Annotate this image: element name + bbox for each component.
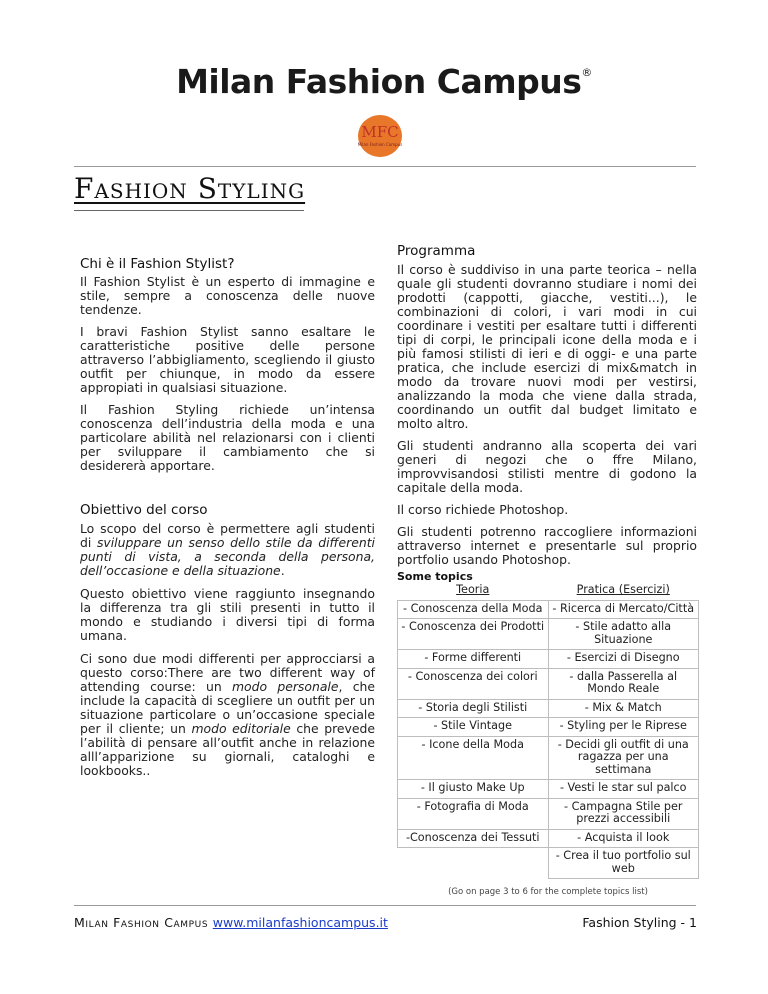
logo-subtext: Milan Fashion Campus bbox=[357, 142, 403, 147]
topics-header-row bbox=[398, 584, 699, 600]
topics-title: Some topics bbox=[397, 570, 473, 583]
chi-heading: Chi è il Fashion Stylist? bbox=[80, 256, 235, 272]
brand-title bbox=[0, 62, 768, 101]
topic-pratica-cell: - Campagna Stile per prezzi accessibili bbox=[548, 798, 699, 829]
footer-brand: Milan Fashion Campus bbox=[74, 915, 213, 930]
logo-text: MFC bbox=[361, 123, 399, 141]
topic-teoria-cell: - Conoscenza dei Prodotti bbox=[398, 619, 549, 650]
topic-teoria-cell: - Forme differenti bbox=[398, 650, 549, 669]
topic-teoria-cell: - Stile Vintage bbox=[398, 718, 549, 737]
topics-note: (Go on page 3 to 6 for the complete topics list) bbox=[448, 887, 648, 897]
topic-teoria-cell: - Storia degli Stilisti bbox=[398, 699, 549, 718]
obiettivo-p3-b: modo personale bbox=[231, 679, 339, 694]
table-row bbox=[398, 600, 699, 619]
footer-left bbox=[74, 915, 388, 930]
header-divider bbox=[74, 166, 696, 167]
topic-pratica-cell: - Esercizi di Disegno bbox=[548, 650, 699, 669]
obiettivo-paragraph-3 bbox=[80, 652, 375, 778]
topic-pratica-cell: - Stile adatto alla Situazione bbox=[548, 619, 699, 650]
programma-paragraph-1: Il corso è suddiviso in una parte teorica – nella quale gli studenti dovranno studiare i nomi dei prodotti (cappotti, giacche, vestiti...), le combinazioni di colori, i vari modi in cui coordinare i vestiti per esaltare tutti i differenti tipi di corpi, le principali icone della moda e i più famosi stilisti di ieri e di oggi- e una parte pratica, che include esercizi di mix&match in modo da trovare nuovi modi per vestirsi, analizzando la moda che viene dalla strada, coordinando un outfit dal budget limitato e molto altro. bbox=[397, 262, 697, 431]
title-underline-rule bbox=[74, 210, 304, 211]
obiettivo-p3-c: , che include la capacità di scegliere un outfit per un situazione particolare o un’occasione speciale per il cliente; un bbox=[80, 679, 375, 736]
topic-teoria-cell bbox=[398, 848, 549, 879]
footer-page-label: Fashion Styling - 1 bbox=[582, 915, 697, 930]
topic-pratica-cell: - Crea il tuo portfolio sul web bbox=[548, 848, 699, 879]
table-row bbox=[398, 736, 699, 780]
obiettivo-paragraph-2: Questo obiettivo viene raggiunto insegnando la differenza tra gli stili presenti in tutto il mondo e studiando i diversi tipi di forma umana. bbox=[80, 586, 375, 643]
topic-teoria-cell: - Fotografia di Moda bbox=[398, 798, 549, 829]
topic-pratica-cell: - Vesti le star sul palco bbox=[548, 780, 699, 799]
topic-teoria-cell: - Icone della Moda bbox=[398, 736, 549, 780]
topics-col-pratica: Pratica (Esercizi) bbox=[576, 583, 670, 596]
obiettivo-p3-e: che prevede l’abilità di pensare all’outfit anche in relazione alll’apparizione su giornali, cataloghi e lookbooks.. bbox=[80, 721, 375, 778]
topic-pratica-cell: - Acquista il look bbox=[548, 829, 699, 848]
chi-section bbox=[80, 275, 375, 473]
obiettivo-heading: Obiettivo del corso bbox=[80, 502, 208, 518]
table-row bbox=[398, 780, 699, 799]
chi-paragraph-1: Il Fashion Stylist è un esperto di immagine e stile, sempre a conoscenza delle nuove tendenze. bbox=[80, 274, 375, 317]
table-row bbox=[398, 699, 699, 718]
mfc-logo bbox=[345, 110, 415, 160]
table-row bbox=[398, 650, 699, 669]
topic-teoria-cell: - Conoscenza della Moda bbox=[398, 600, 549, 619]
topic-pratica-cell: - Ricerca di Mercato/Città bbox=[548, 600, 699, 619]
topic-teoria-cell: -Conoscenza dei Tessuti bbox=[398, 829, 549, 848]
topic-pratica-cell: - dalla Passerella al Mondo Reale bbox=[548, 668, 699, 699]
table-row bbox=[398, 718, 699, 737]
programma-paragraph-2: Gli studenti andranno alla scoperta dei vari generi di negozi che o ffre Milano, improvvisandosi stilisti mentre di godono la capitale della moda. bbox=[397, 438, 697, 495]
topic-pratica-cell: - Decidi gli outfit di una ragazza per una settimana bbox=[548, 736, 699, 780]
topic-teoria-cell: - Il giusto Make Up bbox=[398, 780, 549, 799]
programma-paragraph-3: Il corso richiede Photoshop. bbox=[397, 502, 569, 517]
topic-pratica-cell: - Styling per le Riprese bbox=[548, 718, 699, 737]
obiettivo-section bbox=[80, 522, 375, 778]
topic-pratica-cell: - Mix & Match bbox=[548, 699, 699, 718]
topics-table bbox=[397, 584, 699, 879]
obiettivo-paragraph-1 bbox=[80, 522, 375, 578]
obiettivo-p1-a: Lo scopo del corso è permettere agli studenti di bbox=[80, 521, 375, 550]
table-row bbox=[398, 829, 699, 848]
topic-teoria-cell: - Conoscenza dei colori bbox=[398, 668, 549, 699]
topics-col-teoria: Teoria bbox=[456, 583, 490, 596]
table-row bbox=[398, 798, 699, 829]
table-row bbox=[398, 668, 699, 699]
footer-website-link[interactable]: www.milanfashioncampus.it bbox=[212, 915, 388, 930]
chi-paragraph-3: Il Fashion Styling richiede un’intensa conoscenza dell’industria della moda e una particolare abilità nel relazionarsi con i clienti per sviluppare il cambiamento che si desidererà apportare. bbox=[80, 402, 375, 473]
table-row bbox=[398, 848, 699, 879]
programma-heading: Programma bbox=[397, 243, 476, 259]
registered-mark: ® bbox=[581, 66, 592, 79]
programma-paragraph-4: Gli studenti potrenno raccogliere informazioni attraverso internet e presentarle sul proprio portfolio usando Photoshop. bbox=[397, 524, 697, 567]
programma-section bbox=[397, 263, 697, 567]
obiettivo-p3-d: modo editoriale bbox=[191, 721, 291, 736]
footer-divider bbox=[74, 905, 696, 906]
table-row bbox=[398, 619, 699, 650]
brand-name: Milan Fashion Campus bbox=[176, 62, 582, 101]
obiettivo-p1-c: . bbox=[280, 563, 285, 578]
obiettivo-p3-a: Ci sono due modi differenti per approcciarsi a questo corso:There are two different way of attending course: un bbox=[80, 651, 375, 694]
chi-paragraph-2: I bravi Fashion Stylist sanno esaltare le caratteristiche positive delle persone attraverso l’abbigliamento, scegliendo il giusto outfit per chiunque, in modo da essere appropiati in qualsiasi situazione. bbox=[80, 324, 375, 395]
obiettivo-p1-b: sviluppare un senso dello stile da differenti punti di vista, a seconda della persona, dell’occasione e della situazione bbox=[80, 535, 375, 578]
page-title: Fashion Styling bbox=[74, 172, 306, 205]
